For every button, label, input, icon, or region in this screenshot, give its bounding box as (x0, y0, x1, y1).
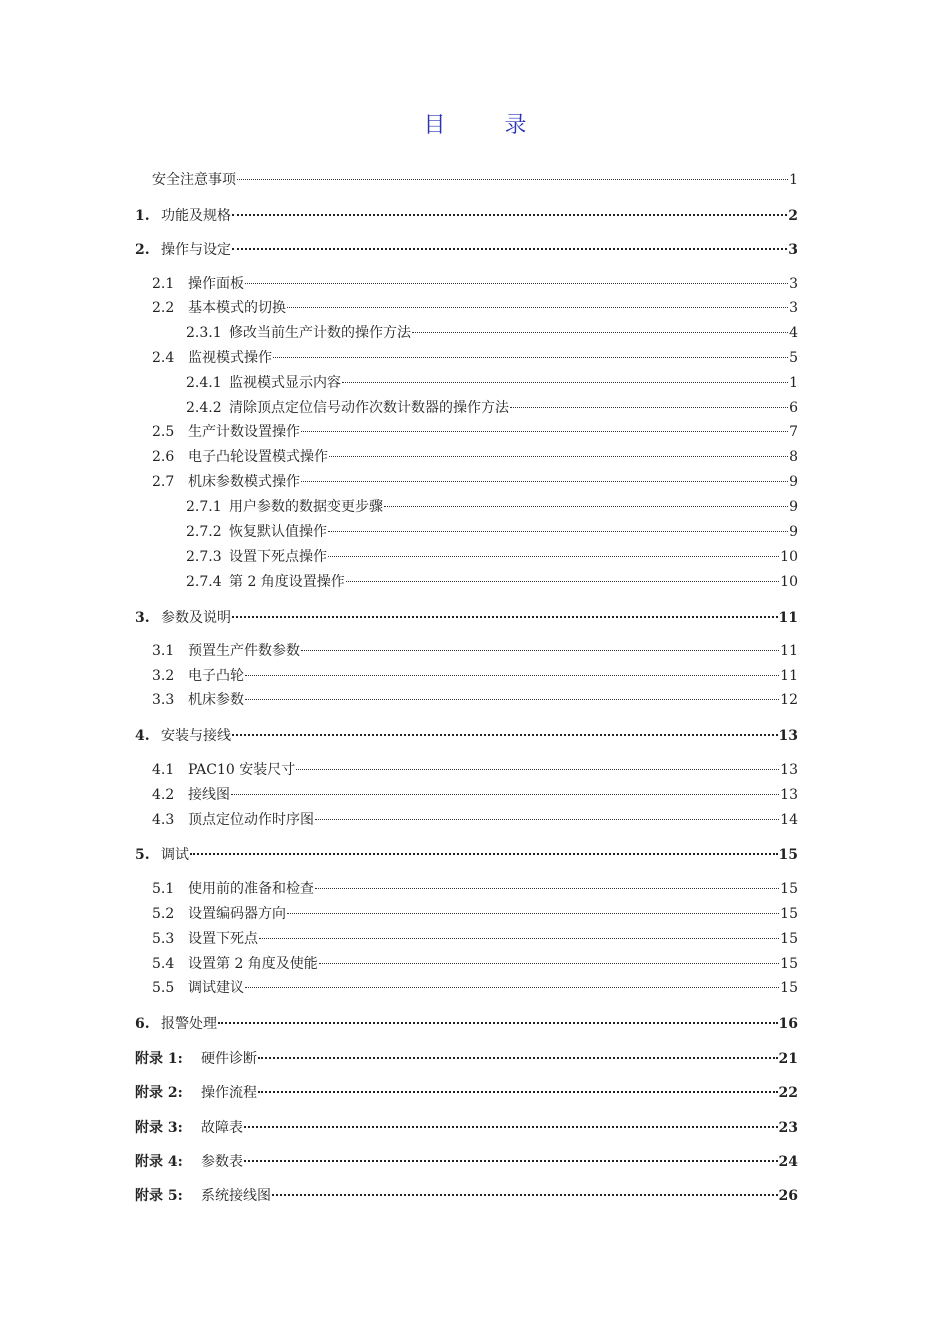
toc-entry[interactable] (135, 845, 798, 865)
toc-entry-number: 4.2 (152, 787, 175, 803)
toc-leader-dots (287, 307, 788, 308)
toc-entry-number: 4. (135, 728, 150, 744)
toc-entry-number: 附录 4: (135, 1154, 183, 1170)
toc-entry-label: 预置生产件数参数 (188, 643, 300, 659)
toc-entry[interactable] (152, 690, 798, 710)
toc-entry-label: 操作与设定 (161, 242, 231, 258)
toc-entry-label: PAC10 安装尺寸 (188, 762, 296, 778)
toc-entry-label: 参数表 (201, 1154, 243, 1170)
toc-entry[interactable] (186, 497, 798, 517)
toc-entry-page-number: 13 (778, 728, 798, 744)
toc-leader-dots (190, 853, 778, 855)
toc-leader-dots (315, 819, 779, 820)
toc-entry-number: 2.6 (152, 449, 175, 465)
toc-entry[interactable] (135, 1186, 798, 1206)
toc-entry[interactable] (152, 348, 798, 368)
toc-leader-dots (329, 456, 788, 457)
toc-entry-number: 2.5 (152, 424, 175, 440)
toc-entry-number: 2.7.1 (186, 499, 222, 515)
toc-entry-label: 操作面板 (188, 276, 244, 292)
toc-entry-page-number: 4 (789, 325, 798, 341)
toc-entry-number: 附录 3: (135, 1120, 183, 1136)
toc-entry-number: 2.7.3 (186, 549, 222, 565)
toc-entry-label: 报警处理 (161, 1016, 217, 1032)
toc-entry-label: 生产计数设置操作 (188, 424, 300, 440)
toc-leader-dots (244, 1160, 778, 1162)
toc-entry-page-number: 15 (780, 881, 798, 897)
toc-entry-page-number: 3 (789, 276, 798, 292)
toc-entry[interactable] (152, 298, 798, 318)
toc-leader-dots (245, 283, 788, 284)
toc-entry-number: 2. (135, 242, 150, 258)
toc-entry-label: 监视模式显示内容 (229, 375, 341, 391)
toc-entry-page-number: 15 (780, 956, 798, 972)
toc-leader-dots (342, 382, 788, 383)
toc-entry-page-number: 10 (780, 574, 798, 590)
toc-entry[interactable] (135, 1083, 798, 1103)
toc-leader-dots (319, 963, 779, 964)
toc-entry-page-number: 26 (778, 1188, 798, 1204)
toc-entry-label: 安全注意事项 (152, 172, 236, 188)
toc-entry-number: 2.2 (152, 300, 175, 316)
toc-leader-dots (412, 332, 788, 333)
toc-entry-page-number: 1 (789, 375, 798, 391)
toc-entry-number: 5.4 (152, 956, 175, 972)
toc-leader-dots (510, 407, 788, 408)
toc-entry[interactable] (135, 240, 798, 260)
toc-entry[interactable] (186, 373, 798, 393)
toc-leader-dots (244, 1126, 778, 1128)
toc-entry-label: 调试 (161, 847, 189, 863)
toc-leader-dots (287, 913, 779, 914)
toc-entry-number: 5.2 (152, 906, 175, 922)
toc-entry-page-number: 9 (789, 499, 798, 515)
toc-entry-label: 硬件诊断 (201, 1051, 257, 1067)
toc-entry[interactable] (152, 170, 798, 190)
toc-leader-dots (245, 699, 779, 700)
toc-entry-number: 5.1 (152, 881, 175, 897)
toc-entry-page-number: 15 (780, 980, 798, 996)
toc-entry-page-number: 5 (789, 350, 798, 366)
toc-entry-page-number: 7 (789, 424, 798, 440)
toc-entry[interactable] (186, 323, 798, 343)
toc-entry-label: 清除顶点定位信号动作次数计数器的操作方法 (229, 400, 509, 416)
toc-entry-number: 2.7.2 (186, 524, 222, 540)
toc-leader-dots (328, 556, 779, 557)
toc-entry-label: 设置下死点 (188, 931, 258, 947)
toc-entry[interactable] (135, 726, 798, 746)
toc-entry-label: 参数及说明 (161, 610, 231, 626)
toc-entry-number: 附录 2: (135, 1085, 183, 1101)
toc-entry[interactable] (152, 274, 798, 294)
toc-entry-page-number: 9 (789, 474, 798, 490)
toc-entry-number: 5.5 (152, 980, 175, 996)
toc-entry-number: 3.1 (152, 643, 175, 659)
toc-entry-label: 使用前的准备和检查 (188, 881, 314, 897)
toc-leader-dots (346, 581, 779, 582)
toc-entry-label: 顶点定位动作时序图 (188, 812, 314, 828)
toc-leader-dots (232, 214, 787, 216)
toc-entry-page-number: 1 (789, 172, 798, 188)
toc-entry-label: 电子凸轮设置模式操作 (188, 449, 328, 465)
toc-leader-dots (272, 1194, 778, 1196)
toc-entry-page-number: 3 (788, 242, 798, 258)
toc-entry-page-number: 15 (780, 906, 798, 922)
toc-entry-page-number: 10 (780, 549, 798, 565)
toc-entry-label: 接线图 (188, 787, 230, 803)
toc-entry-number: 2.1 (152, 276, 175, 292)
toc-entry-number: 3. (135, 610, 150, 626)
toc-entry-label: 设置第 2 角度及使能 (188, 956, 318, 972)
toc-entry-page-number: 11 (780, 668, 798, 684)
toc-entry-label: 基本模式的切换 (188, 300, 286, 316)
toc-entry[interactable] (135, 1014, 798, 1034)
toc-leader-dots (328, 531, 788, 532)
toc-entry[interactable] (152, 422, 798, 442)
toc-entry-number: 附录 1: (135, 1051, 183, 1067)
toc-entry-page-number: 21 (778, 1051, 798, 1067)
toc-entry[interactable] (135, 608, 798, 628)
toc-entry-number: 2.4.2 (186, 400, 222, 416)
toc-entry[interactable] (135, 1049, 798, 1069)
toc-leader-dots (218, 1022, 778, 1024)
toc-entry-label: 机床参数 (188, 692, 244, 708)
toc-entry-page-number: 14 (780, 812, 798, 828)
toc-entry[interactable] (186, 398, 798, 418)
toc-leader-dots (245, 675, 779, 676)
toc-entry-number: 附录 5: (135, 1188, 183, 1204)
toc-entry[interactable] (186, 522, 798, 542)
toc-leader-dots (245, 987, 779, 988)
toc-entry[interactable] (152, 978, 798, 998)
toc-entry[interactable] (186, 547, 798, 567)
toc-entry-label: 设置编码器方向 (188, 906, 286, 922)
toc-leader-dots (258, 1057, 778, 1059)
toc-leader-dots (301, 481, 788, 482)
toc-entry-label: 恢复默认值操作 (229, 524, 327, 540)
toc-entry-page-number: 13 (780, 787, 798, 803)
toc-entry-page-number: 24 (778, 1154, 798, 1170)
toc-entry-number: 4.1 (152, 762, 175, 778)
toc-entry[interactable] (135, 206, 798, 226)
toc-entry-number: 4.3 (152, 812, 175, 828)
toc-entry[interactable] (152, 447, 798, 467)
page-title: 目 录 (423, 113, 553, 138)
toc-entry-page-number: 23 (778, 1120, 798, 1136)
toc-entry-number: 5.3 (152, 931, 175, 947)
toc-entry-page-number: 3 (789, 300, 798, 316)
toc-entry[interactable] (152, 810, 798, 830)
toc-entry-number: 2.3.1 (186, 325, 222, 341)
toc-entry-number: 5. (135, 847, 150, 863)
toc-entry-page-number: 12 (780, 692, 798, 708)
toc-entry-number: 6. (135, 1016, 150, 1032)
toc-leader-dots (301, 431, 788, 432)
toc-entry-page-number: 15 (778, 847, 798, 863)
toc-leader-dots (296, 769, 779, 770)
toc-leader-dots (259, 938, 779, 939)
toc-entry[interactable] (152, 760, 798, 780)
toc-entry-number: 3.2 (152, 668, 175, 684)
toc-entry[interactable] (152, 954, 798, 974)
toc-entry[interactable] (152, 785, 798, 805)
toc-leader-dots (232, 734, 778, 736)
toc-entry-page-number: 11 (780, 643, 798, 659)
toc-entry-label: 调试建议 (188, 980, 244, 996)
toc-entry[interactable] (152, 879, 798, 899)
toc-entry[interactable] (135, 1152, 798, 1172)
toc-entry-number: 1. (135, 208, 150, 224)
toc-entry-page-number: 2 (788, 208, 798, 224)
toc-entry-page-number: 13 (780, 762, 798, 778)
toc-entry-label: 设置下死点操作 (229, 549, 327, 565)
toc-entry-label: 电子凸轮 (188, 668, 244, 684)
toc-entry[interactable] (152, 472, 798, 492)
toc-entry-label: 监视模式操作 (188, 350, 272, 366)
toc-entry-label: 功能及规格 (161, 208, 231, 224)
toc-leader-dots (384, 506, 788, 507)
toc-entry-number: 3.3 (152, 692, 175, 708)
toc-leader-dots (232, 248, 787, 250)
toc-entry-page-number: 9 (789, 524, 798, 540)
toc-leader-dots (301, 650, 779, 651)
toc-entry-label: 第 2 角度设置操作 (229, 574, 345, 590)
toc-entry-label: 修改当前生产计数的操作方法 (229, 325, 411, 341)
toc-entry-label: 安装与接线 (161, 728, 231, 744)
toc-entry-number: 2.7.4 (186, 574, 222, 590)
toc-entry-page-number: 8 (789, 449, 798, 465)
toc-entry-page-number: 6 (789, 400, 798, 416)
toc-entry-page-number: 11 (778, 610, 798, 626)
toc-entry[interactable] (186, 572, 798, 592)
toc-leader-dots (237, 179, 788, 180)
toc-entry[interactable] (152, 666, 798, 686)
toc-entry-label: 机床参数模式操作 (188, 474, 300, 490)
toc-entry-label: 故障表 (201, 1120, 243, 1136)
toc-leader-dots (231, 794, 779, 795)
toc-leader-dots (273, 357, 788, 358)
toc-entry-page-number: 16 (778, 1016, 798, 1032)
toc-entry-label: 用户参数的数据变更步骤 (229, 499, 383, 515)
toc-entry[interactable] (152, 641, 798, 661)
toc-leader-dots (232, 616, 778, 618)
toc-entry-label: 系统接线图 (201, 1188, 271, 1204)
toc-entry-number: 2.7 (152, 474, 175, 490)
toc-entry[interactable] (152, 929, 798, 949)
toc-entry-page-number: 22 (778, 1085, 798, 1101)
toc-entry-label: 操作流程 (201, 1085, 257, 1101)
toc-entry-number: 2.4.1 (186, 375, 222, 391)
toc-leader-dots (315, 888, 779, 889)
toc-entry[interactable] (152, 904, 798, 924)
toc-entry-number: 2.4 (152, 350, 175, 366)
toc-leader-dots (258, 1091, 778, 1093)
toc-entry[interactable] (135, 1118, 798, 1138)
toc-entry-page-number: 15 (780, 931, 798, 947)
